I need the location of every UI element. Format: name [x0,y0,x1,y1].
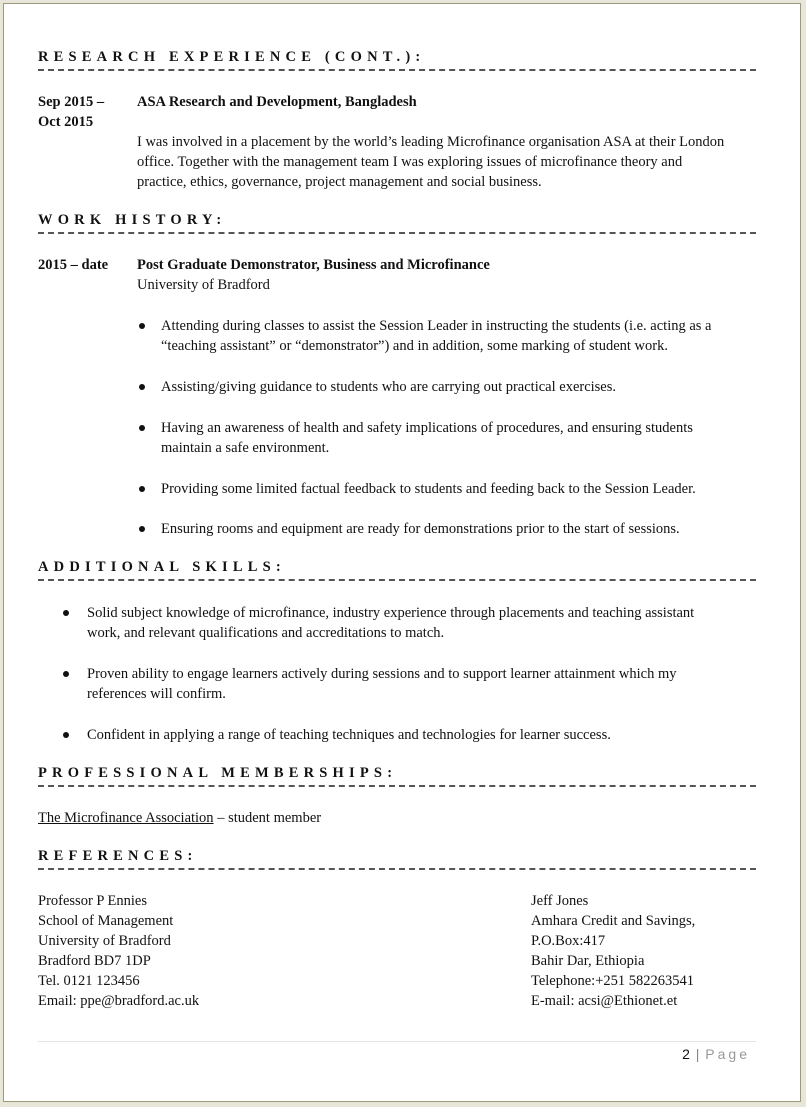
work-duty: Ensuring rooms and equipment are ready for demonstrations prior to the start of sessions. [161,521,680,537]
page-footer [682,1046,750,1062]
heading-additional-skills: ADDITIONAL SKILLS: [38,559,286,575]
bullet-icon [139,323,145,329]
reference-1-email: Email: ppe@bradford.ac.uk [38,993,200,1009]
skill-item-cont: references will confirm. [87,686,226,702]
footer-divider [38,1041,756,1042]
footer-separator: | [695,1046,700,1062]
work-duty-cont: maintain a safe environment. [161,440,330,456]
research-date-start: Sep 2015 – [38,94,105,110]
page-number: 2 [682,1046,690,1062]
work-duty: Providing some limited factual feedback to students and feeding back to the Session Leader. [161,481,696,497]
heading-professional-memberships: PROFESSIONAL MEMBERSHIPS: [38,765,398,781]
work-date: 2015 – date [38,257,109,273]
bullet-icon [139,526,145,532]
reference-1-line: University of Bradford [38,933,171,949]
reference-2-line: P.O.Box:417 [531,933,606,949]
bullet-icon [63,732,69,738]
section-divider [38,69,756,71]
work-employer: University of Bradford [137,277,270,293]
bullet-icon [63,671,69,677]
heading-work-history: WORK HISTORY: [38,212,227,228]
section-divider [38,579,756,581]
reference-2-phone: Telephone:+251 582263541 [531,973,695,989]
reference-1-line: School of Management [38,913,174,929]
research-date-end: Oct 2015 [38,114,94,130]
document-page [3,3,801,1102]
heading-references: REFERENCES: [38,848,198,864]
reference-1-phone: Tel. 0121 123456 [38,973,140,989]
reference-2-name: Jeff Jones [531,893,589,909]
bullet-icon [139,486,145,492]
section-divider [38,868,756,870]
skill-item: Confident in applying a range of teaching techniques and technologies for learner success. [87,727,611,743]
work-duty-cont: “teaching assistant” or “demonstrator”) and in addition, some marking of student work. [161,338,668,354]
research-desc-line: office. Together with the management team I was exploring issues of microfinance theory and [137,154,683,170]
work-duty: Having an awareness of health and safety implications of procedures, and ensuring students [161,420,693,436]
reference-1-line: Bradford BD7 1DP [38,953,151,969]
membership-role: – student member [213,810,322,826]
research-desc-line: I was involved in a placement by the world’s leading Microfinance organisation ASA at their London [137,134,725,150]
work-duty: Assisting/giving guidance to students who are carrying out practical exercises. [161,379,617,395]
section-divider [38,785,756,787]
heading-research-experience: RESEARCH EXPERIENCE (CONT.): [38,49,426,65]
work-title: Post Graduate Demonstrator, Business and Microfinance [137,257,490,273]
bullet-icon [139,384,145,390]
skill-item-cont: work, and relevant qualifications and accreditations to match. [87,625,445,641]
page-label: Page [705,1046,750,1062]
reference-1-name: Professor P Ennies [38,893,148,909]
membership-org-link[interactable]: The Microfinance Association [38,810,214,826]
bullet-icon [139,425,145,431]
skill-item: Solid subject knowledge of microfinance, industry experience through placements and teaching assistant [87,605,695,621]
skill-item: Proven ability to engage learners actively during sessions and to support learner attainment which my [87,666,677,682]
membership-line [38,808,321,828]
reference-2-email: E-mail: acsi@Ethionet.et [531,993,678,1009]
reference-2-line: Bahir Dar, Ethiopia [531,953,645,969]
research-desc-line: practice, ethics, governance, project management and social business. [137,174,542,190]
research-organisation: ASA Research and Development, Bangladesh [137,94,417,110]
work-duty: Attending during classes to assist the Session Leader in instructing the students (i.e. acting as a [161,318,712,334]
bullet-icon [63,610,69,616]
section-divider [38,232,756,234]
reference-2-line: Amhara Credit and Savings, [531,913,696,929]
